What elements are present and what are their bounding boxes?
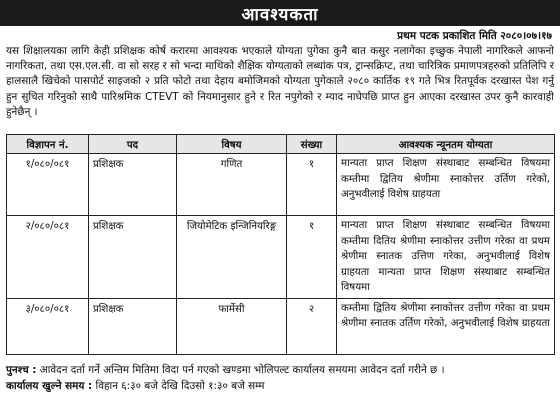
cell-qualification: मान्यता प्राप्त शिक्षण संस्थाबाट सम्बन्धित विषयमा कम्तीमा द्वितिय श्रेणीमा स्नाकोत्तर उर्तिण गरेको, अनुभवीलाई विशेष ग्राहयता (337, 154, 555, 216)
table-row (7, 216, 555, 299)
header-notice-no: विज्ञापन नं. (7, 135, 89, 154)
cell-qualification: मान्यता प्राप्त शिक्षण संस्थाबाट सम्बन्धित विषयमा कम्तीमा दितिय श्रेणीमा स्नाकोत्तर उत्तीण गरेका वा प्रथम श्रेणीमा स्नातक उत्तिण गरेका, अनुभवीलाई विशेष ग्राहयता मान्यता प्राप्त शिक्षण संस्थाबाट सम्बन्धित विषयमा (337, 216, 555, 299)
cell-post: प्रशिक्षक (89, 154, 177, 216)
header-qualification: आवश्यक न्यूनतम योग्यता (337, 135, 555, 154)
intro-paragraph: यस शिक्षालयका लागि केही प्रशिक्षक कोर्ष करारमा आवश्यक भएकाले योग्यता पुगेका कुनै बात कसुर नलागेका इच्छुक नेपाली नागरिकले आफनो नागरिकता, तथा एस.एल.सी. वा सो सरह र सो भन्दा माथिको शैक्षिक योग्यताको लब्धांक पत्र, ट्रान्सक्रिप्ट, तथा चारित्रिक प्रमाणपत्रहरुको प्रतिलिपि र हालसालै खिचेको पासपोर्ट साइजको २ प्रति फोटो तथा देहाय बमोजिमको योग्यता पुगेकाले २०८० कार्तिक १९ गते भित्र रितपूर्वक दरखास्त पेश गर्नु हुन सुचित गरिनुको साथै पारिश्रमिक CTEVT को नियमानुसार हुने र रित नपुगेको र म्याद नाघेपछि प्राप्त हुन आएका दरखास्त उपर कुनै कारवाही हुनेछैन् । (6, 45, 554, 118)
cell-subject: फार्मेसी (177, 298, 287, 354)
cell-count: २ (287, 298, 337, 354)
header-post: पद (89, 135, 177, 154)
cell-count: १ (287, 154, 337, 216)
table-row (7, 298, 555, 354)
table-header-row (7, 135, 555, 154)
cell-notice-no: १/०८०/०८१ (7, 154, 89, 216)
header-count: संख्या (287, 135, 337, 154)
office-hours-line (6, 378, 554, 394)
cell-post: प्रशिक्षक (89, 298, 177, 354)
postscript-line (6, 362, 554, 378)
header-subject: विषय (177, 135, 287, 154)
cell-post: प्रशिक्षक (89, 216, 177, 299)
postscript-text: आवेदन दर्ता गर्ने अन्तिम मितिमा विदा पर्न गएको खण्डमा भोलिपल्ट कार्यालय समयमा आवेदन दर्ता गरीने छ । (39, 364, 445, 376)
table-row (7, 154, 555, 216)
cell-notice-no: २/०८०/०८१ (7, 216, 89, 299)
cell-subject: जियोमेटिक इन्जिनियरिङ्ग (177, 216, 287, 299)
cell-count: १ (287, 216, 337, 299)
notes-section (6, 362, 554, 394)
notice-title: आवश्यकता (241, 4, 319, 25)
cell-subject: गणित (177, 154, 287, 216)
notice-banner (0, 0, 560, 26)
cell-qualification: कम्तीमा द्वितिय श्रेणीमा स्नाकोत्तर उत्तीण गरेका वा प्रथम श्रेणीमा स्नातक उर्तिण गरेको, अनुभवीलाई विशेष ग्राहयता (337, 298, 555, 354)
office-hours-label: कार्यालय खुल्ने समय : (6, 380, 93, 392)
requirements-table (6, 134, 555, 355)
publication-date: प्रथम पटक प्रकाशित मिति २०८०।०७।१७ (397, 30, 552, 42)
office-hours-text: विहान ६:३० बजे देखि दिउसो १:३० बजे सम्म (95, 380, 265, 392)
postscript-label: पुनश्च : (6, 364, 37, 376)
cell-notice-no: ३/०८०/०८१ (7, 298, 89, 354)
